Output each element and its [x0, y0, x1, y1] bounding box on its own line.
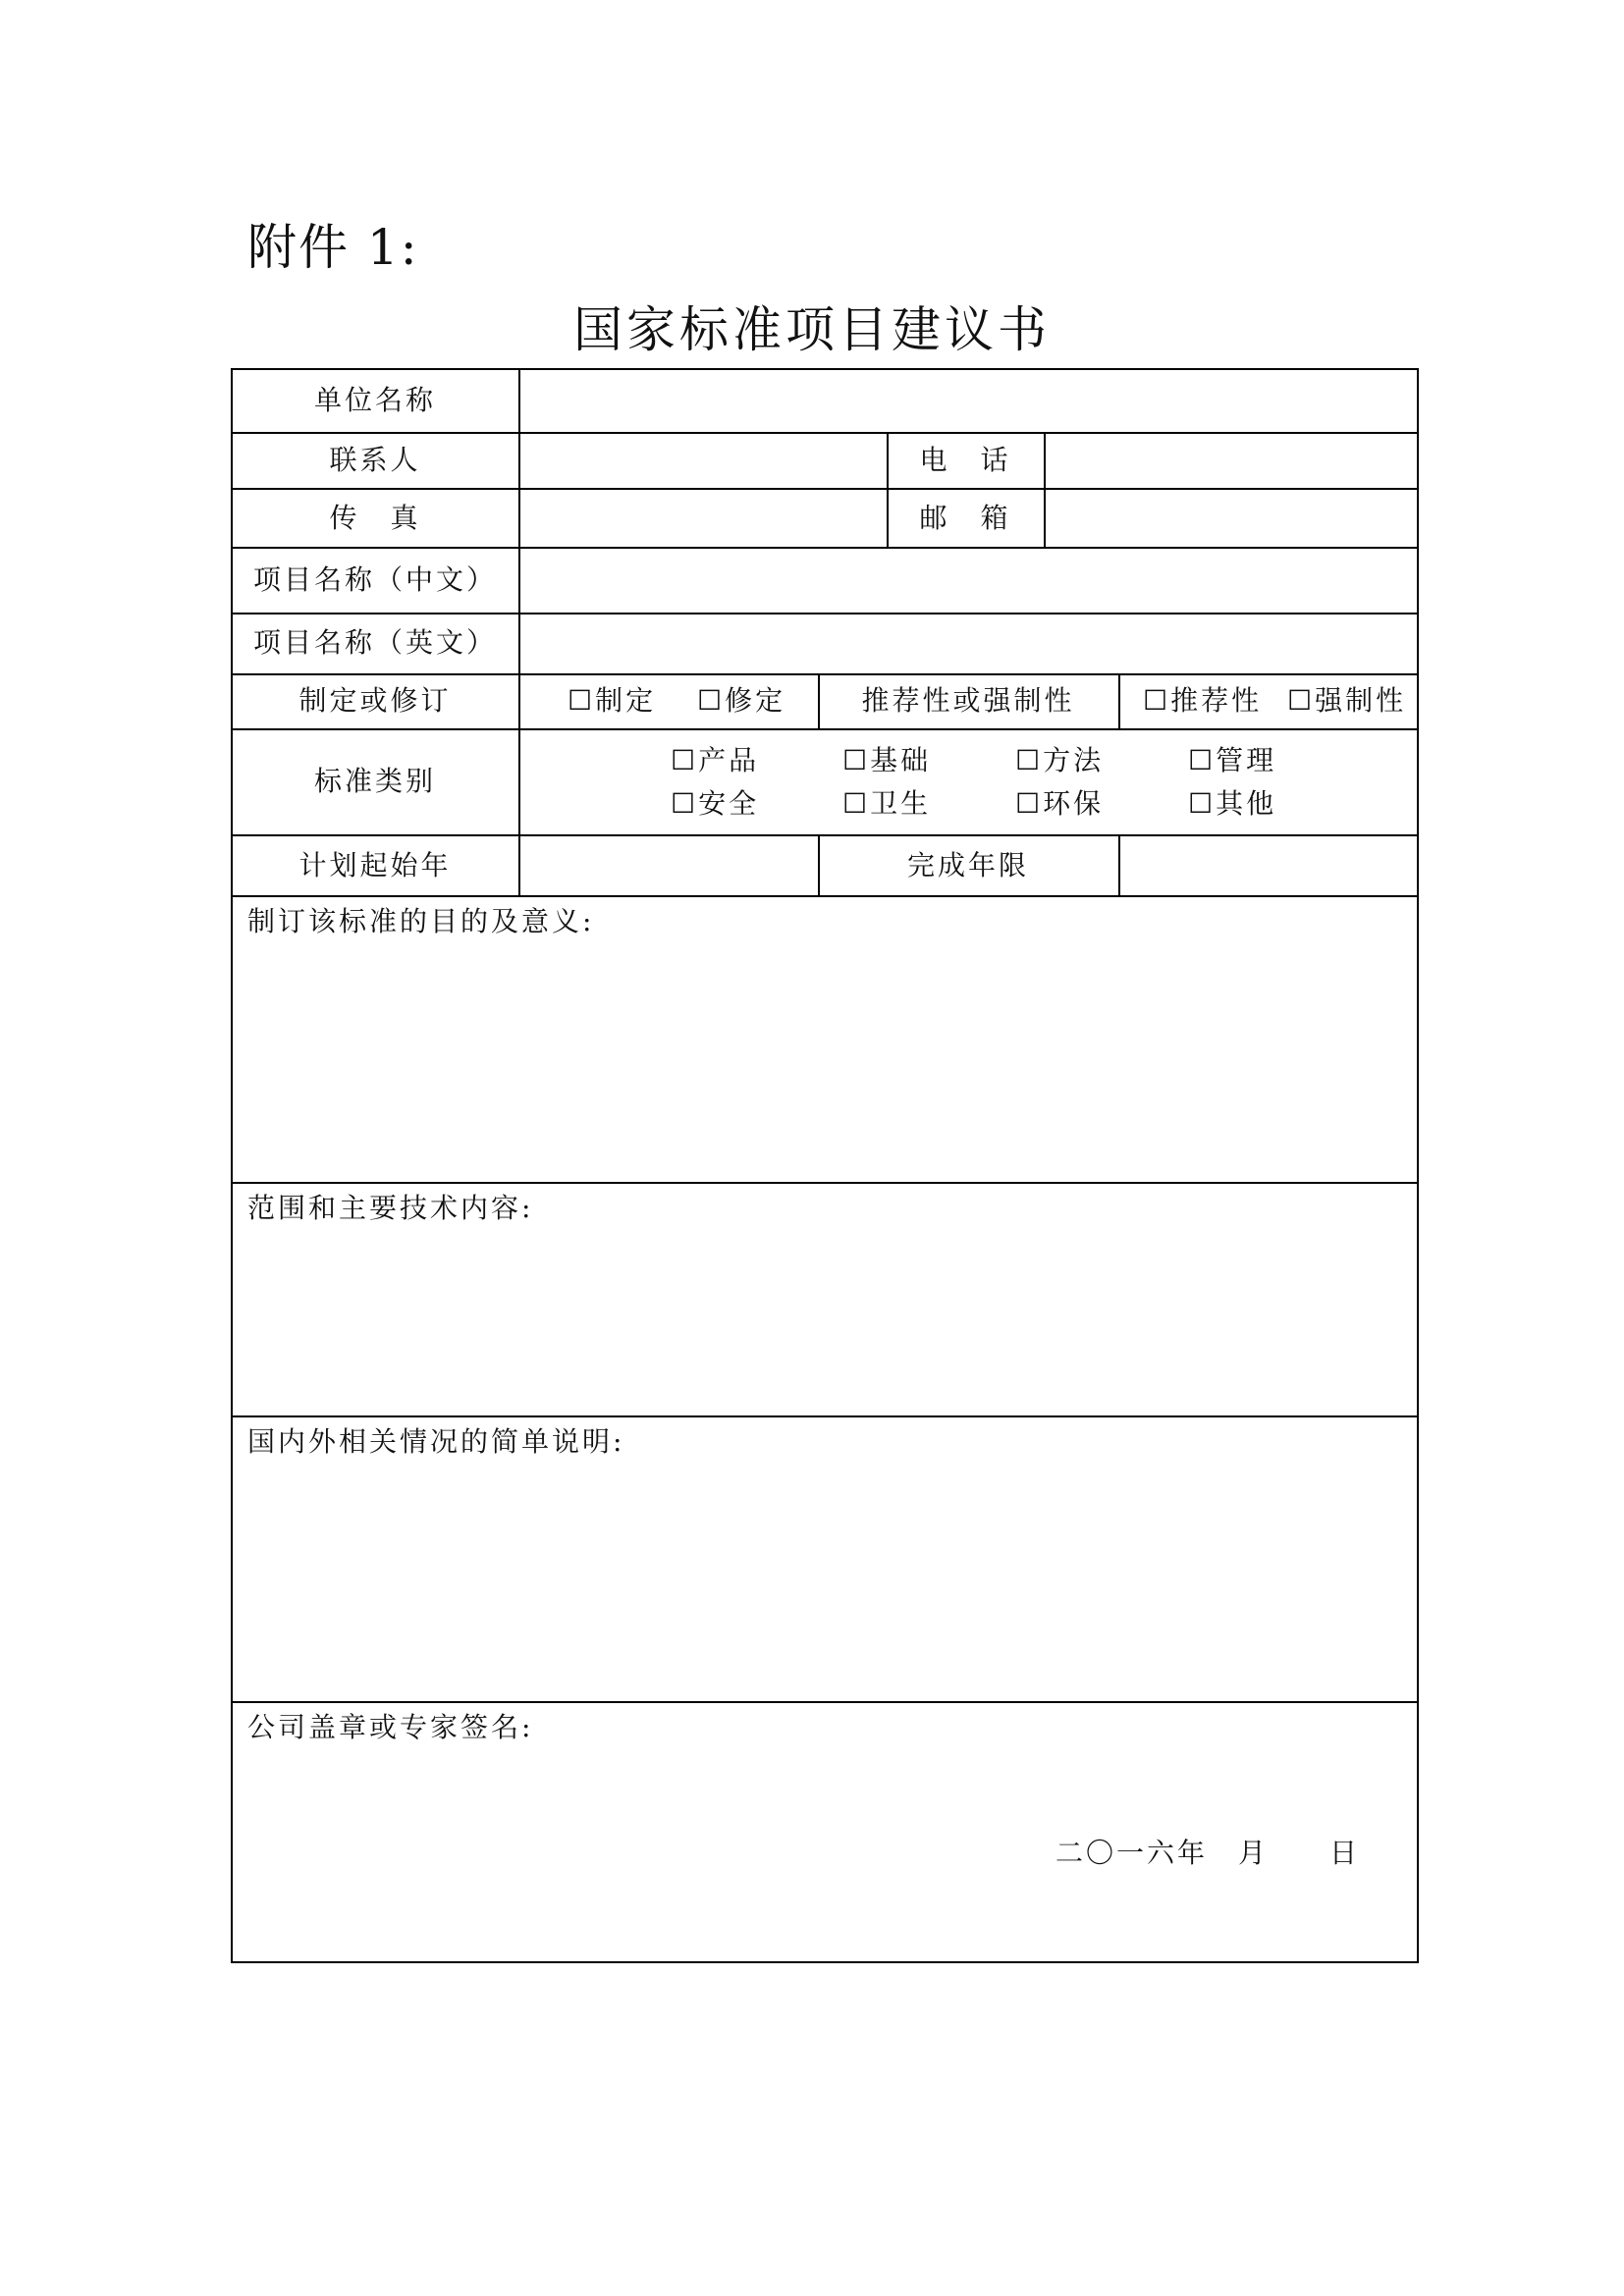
date-text: 二〇一六年 月 日: [1056, 1837, 1361, 1869]
column-divider: [1118, 834, 1120, 895]
row-divider: [231, 547, 1419, 549]
row-divider: [231, 488, 1419, 490]
row-divider: [231, 432, 1419, 434]
scope-field[interactable]: [235, 1234, 1415, 1414]
column-divider: [518, 368, 520, 895]
contact-field[interactable]: [522, 436, 885, 486]
checkbox-hygiene[interactable]: ☐卫生: [842, 787, 932, 820]
start-year-field[interactable]: [522, 838, 816, 893]
contact-label: 联系人: [329, 444, 421, 476]
checkbox-management[interactable]: ☐管理: [1188, 744, 1277, 776]
fax-label: 传 真: [329, 502, 421, 534]
checkbox-product[interactable]: ☐产品: [671, 744, 760, 776]
purpose-field[interactable]: [235, 947, 1415, 1180]
project-name-cn-label: 项目名称（中文）: [252, 563, 498, 596]
checkbox-formulate[interactable]: ☐制定: [568, 684, 657, 717]
table-border-right: [1417, 368, 1419, 1963]
column-divider: [1118, 673, 1120, 728]
row-divider: [231, 728, 1419, 730]
attachment-label: 附件 1:: [247, 219, 419, 276]
checkbox-recommended[interactable]: ☐推荐性: [1143, 684, 1263, 717]
mandatory-label: 推荐性或强制性: [861, 684, 1075, 717]
row-divider: [231, 1701, 1419, 1703]
deadline-field[interactable]: [1122, 838, 1415, 893]
phone-label: 电 话: [919, 444, 1011, 476]
table-border-top: [231, 368, 1419, 370]
revise-label: 制定或修订: [298, 684, 452, 717]
table-border-left: [231, 368, 233, 1963]
checkbox-revise[interactable]: ☐修定: [697, 684, 786, 717]
column-divider: [818, 834, 820, 895]
project-name-en-label: 项目名称（英文）: [252, 626, 498, 659]
fax-field[interactable]: [522, 492, 885, 545]
row-divider: [231, 613, 1419, 614]
signature-label: 公司盖章或专家签名:: [247, 1711, 534, 1743]
row-divider: [231, 673, 1419, 675]
row-divider: [231, 834, 1419, 836]
checkbox-environment[interactable]: ☐环保: [1015, 787, 1105, 820]
category-label: 标准类别: [313, 765, 437, 797]
project-name-en-field[interactable]: [522, 616, 1415, 671]
start-year-label: 计划起始年: [298, 849, 452, 881]
email-field[interactable]: [1048, 492, 1415, 545]
row-divider: [231, 1415, 1419, 1417]
checkbox-mandatory[interactable]: ☐强制性: [1287, 684, 1407, 717]
row-divider: [231, 895, 1419, 897]
scope-label: 范围和主要技术内容:: [247, 1192, 534, 1224]
org-name-field[interactable]: [522, 372, 1415, 430]
signature-field[interactable]: [235, 1753, 1415, 1832]
row-divider: [231, 1182, 1419, 1184]
column-divider: [887, 432, 889, 547]
table-border-bottom: [231, 1961, 1419, 1963]
project-name-cn-field[interactable]: [522, 551, 1415, 611]
column-divider: [818, 673, 820, 728]
column-divider: [1044, 432, 1046, 547]
purpose-label: 制订该标准的目的及意义:: [247, 905, 595, 937]
situation-label: 国内外相关情况的简单说明:: [247, 1425, 625, 1458]
phone-field[interactable]: [1048, 436, 1415, 486]
org-name-label: 单位名称: [313, 384, 437, 416]
checkbox-safety[interactable]: ☐安全: [671, 787, 760, 820]
checkbox-basic[interactable]: ☐基础: [842, 744, 932, 776]
document-title: 国家标准项目建议书: [573, 301, 1051, 358]
checkbox-other[interactable]: ☐其他: [1188, 787, 1277, 820]
checkbox-method[interactable]: ☐方法: [1015, 744, 1105, 776]
situation-field[interactable]: [235, 1468, 1415, 1699]
deadline-label: 完成年限: [906, 849, 1030, 881]
email-label: 邮 箱: [919, 502, 1011, 534]
